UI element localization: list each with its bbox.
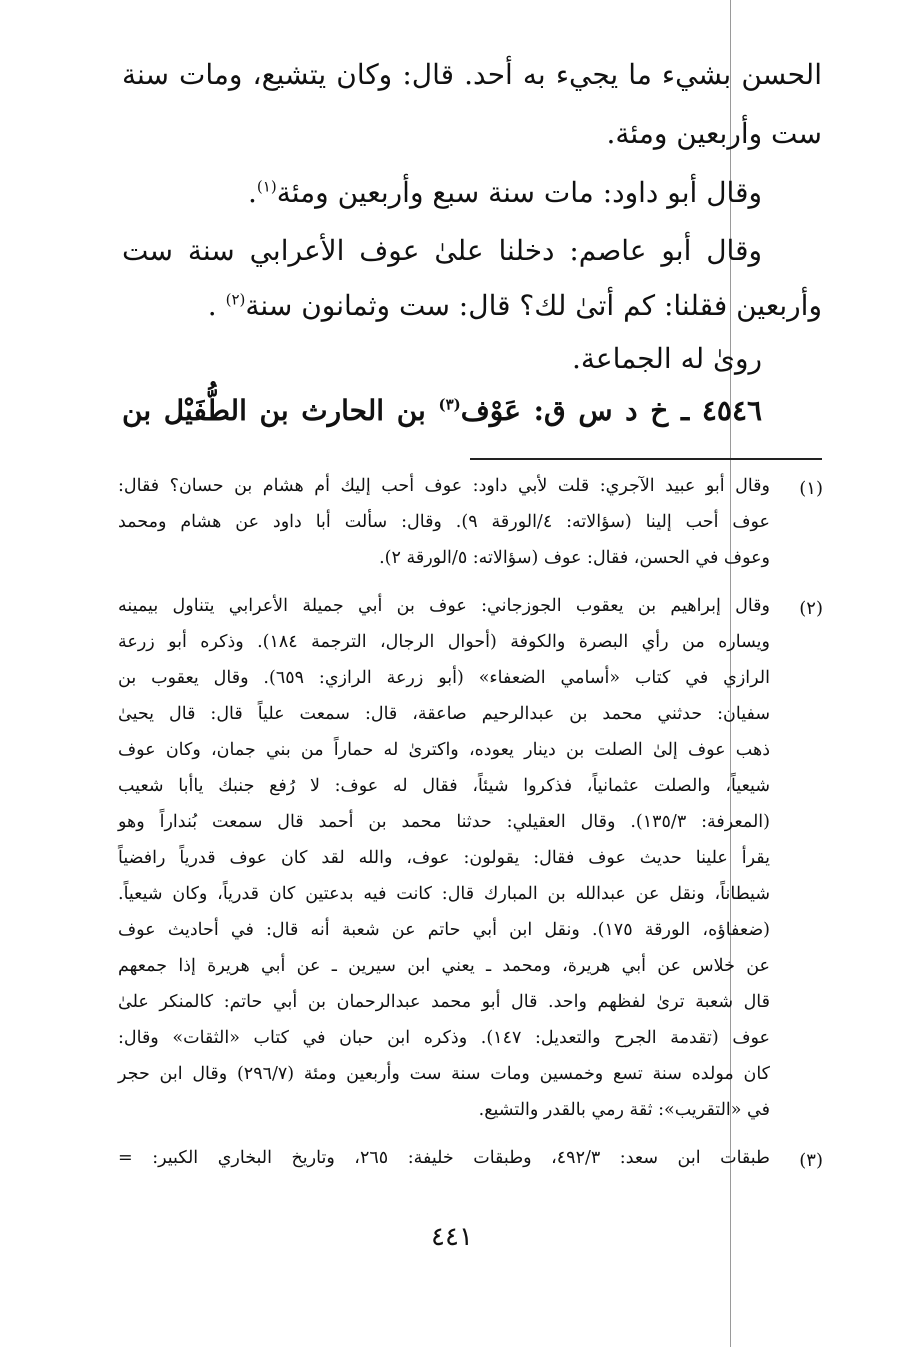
footnote-line: طبقات ابن سعد: ٤٩٢/٣، وطبقات خليفة: ٢٦٥، وتاريخ البخاري الكبير: = bbox=[118, 1148, 770, 1168]
footnote-line: وعوف في الحسن، فقال: عوف (سؤالاته: ٥/الورقة ٢). bbox=[379, 548, 770, 568]
footnote-number: (٣) bbox=[799, 1150, 823, 1171]
footnote-line: (ضعفاؤه، الورقة ١٧٥). ونقل ابن أبي حاتم عن شعبة أنه قال: في أحاديث عوف bbox=[118, 920, 771, 940]
footnote-number: (١) bbox=[799, 478, 823, 499]
main-text: وقال أبو داود: مات سنة سبع وأربعين ومئة bbox=[276, 176, 762, 209]
footnote-line: عوف أحب إلينا (سؤالاته: ٤/الورقة ٩). وقال: سألت أبا داود عن هشام ومحمد bbox=[118, 512, 770, 532]
footnote-line: ذهب عوف إلىٰ الصلت بن دينار يعوده، واكترىٰ له حماراً من بني جمان، وكان عوف bbox=[118, 740, 770, 760]
period: . bbox=[248, 176, 257, 209]
footnote-line: سفيان: حدثني محمد بن عبدالرحيم صاعقة، قال: سمعت علياً قال: قال يحيىٰ bbox=[118, 704, 770, 724]
footnote-line: (المعرفة: ١٣٥/٣). وقال العقيلي: حدثنا محمد بن أحمد قال سمعت بُنداراً وهو bbox=[118, 812, 770, 832]
entry-heading bbox=[122, 394, 822, 427]
footnote-line: يقرأ علينا حديث عوف فقال: يقولون: عوف، والله لقد كان عوف قدرياً رافضياً bbox=[118, 848, 770, 868]
main-text-line: وقال أبو عاصم: دخلنا علىٰ عوف الأعرابي سنة ست bbox=[122, 234, 762, 267]
footnote-line: عن خلاس عن أبي هريرة، ومحمد ـ يعني ابن سيرين ـ عن أبي هريرة إذا جمعهم bbox=[118, 956, 770, 976]
footnote-line: كان مولده سنة تسع وخمسين ومات سنة ست وأربعين ومئة (٢٩٦/٧) وقال ابن حجر bbox=[118, 1064, 771, 1084]
main-text-line: الحسن بشيء ما يجيء به أحد. قال: وكان يتشيع، ومات سنة bbox=[122, 58, 822, 91]
footnote-number: (٢) bbox=[799, 598, 823, 619]
footnote-line: وقال أبو عبيد الآجري: قلت لأبي داود: عوف أحب إليك أم هشام بن حسان؟ فقال: bbox=[118, 476, 770, 496]
main-text-line bbox=[122, 176, 822, 209]
footnote-ref: (٢) bbox=[225, 290, 246, 309]
footnote-line: عوف (تقدمة الجرح والتعديل: ١٤٧). وذكره ابن حبان في كتاب «الثقات» وقال: bbox=[118, 1028, 770, 1048]
main-text-line: روىٰ له الجماعة. bbox=[571, 342, 762, 375]
footnote-line: وقال إبراهيم بن يعقوب الجوزجاني: عوف بن أبي جميلة الأعرابي يتناول بيمينه bbox=[118, 596, 770, 616]
footnote-line: شيطاناً، ونقل عن عبدالله بن المبارك قال: كانت فيه بدعتين كان قدرياً، وكان شيعياً. bbox=[118, 884, 770, 904]
footnote-ref: (٣) bbox=[438, 395, 461, 414]
footnote-line: الرازي في كتاب «أسامي الضعفاء» (أبو زرعة الرازي: ٦٥٩). وقال يعقوب بن bbox=[118, 668, 770, 688]
entry-number-and-codes: ٤٥٤٦ ـ خ د س ق: عَوْف bbox=[460, 394, 763, 427]
footnote-line: في «التقريب»: ثقة رمي بالقدر والتشيع. bbox=[478, 1100, 770, 1120]
page-number: ٤٤١ bbox=[431, 1222, 473, 1252]
footnote-line: قال شعبة ترىٰ لفظهم واحد. قال أبو محمد عبدالرحمان بن أبي حاتم: كالمنكر علىٰ bbox=[118, 992, 770, 1012]
footnote-ref: (١) bbox=[256, 177, 277, 196]
footnote-line: ويساره من رأي البصرة والكوفة (أحوال الرجال، الترجمة ١٨٤). وذكره أبو زرعة bbox=[118, 632, 770, 652]
main-text-line: ست وأربعين ومئة. bbox=[606, 117, 822, 150]
entry-name-continued: بن الحارث بن الطُّفَيْل بن bbox=[122, 394, 426, 427]
main-text: وأربعين فقلنا: كم أتىٰ لك؟ قال: ست وثمانون سنة bbox=[245, 289, 822, 322]
footnote-separator bbox=[470, 458, 822, 460]
period: . bbox=[207, 289, 217, 322]
main-text-line bbox=[122, 289, 822, 322]
footnote-line: شيعياً، والصلت عثمانياً، فذكروا شيئاً، فقال له عوف: لا رُفع جنبك ياأبا شعيب bbox=[118, 776, 770, 796]
